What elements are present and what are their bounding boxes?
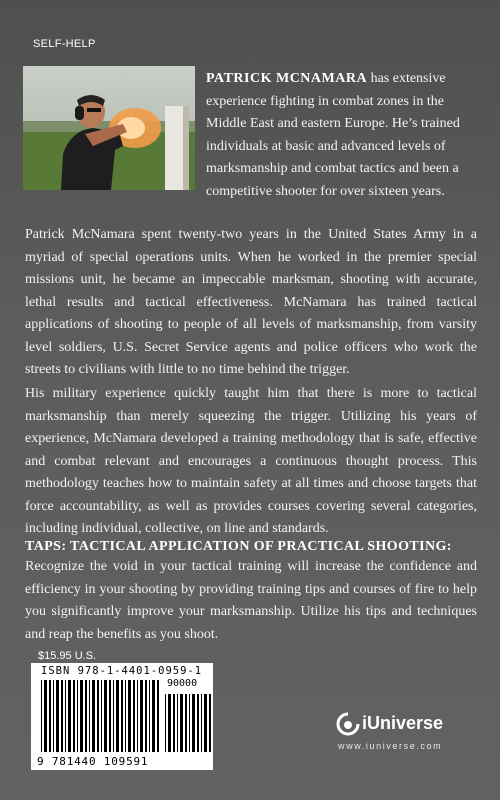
description-paragraph-3: Recognize the void in your tactical training will increase the confidence and efficiency in your shooting by providing training tips and courses of fire to help you significantly improve your marksmanship. Utilize his tips and techniques and reap the benefits as you shoot. <box>25 559 477 642</box>
barcode-bar <box>113 680 114 752</box>
barcode-bar <box>73 680 75 752</box>
barcode-bar <box>173 694 175 752</box>
barcode-bar <box>92 680 95 752</box>
barcode-bar <box>185 694 187 752</box>
barcode-bar <box>77 680 78 752</box>
barcode-bar <box>201 694 202 752</box>
author-bio-text: has extensive experience fighting in combat zones in the Middle East and eastern Europe. He’s trained individuals at basic and advanced levels of marksmanship and combat tactics and been a competitive shooter for over sixteen years. <box>206 71 460 199</box>
barcode-bar <box>128 680 131 752</box>
barcode-bar <box>109 680 111 752</box>
barcode-bar <box>80 680 83 752</box>
barcode-bar <box>89 680 90 752</box>
barcode-bar <box>101 680 102 752</box>
description-paragraph-1: Patrick McNamara spent twenty-two years in the United States Army in a myriad of special operations units. When he worked in the premier special missions unit, he became an impeccable marksman, shooting with accurate, lethal results and tactical effectiveness. McNamara has trained tactical applications of shooting to people of all levels of marksmanship, from varsity level soldiers, U.S. Secret Service agents and police officers who work the streets to civilians with little to no time behind the trigger. <box>25 227 477 377</box>
barcode-bar <box>137 680 138 752</box>
barcode-bar <box>85 680 87 752</box>
barcode-bar <box>180 694 183 752</box>
description-paragraph-2: His military experience quickly taught him that there is more to tactical marksmanship than merely squeezing the trigger. Utilizing his years of experience, McNamara developed a training methodology that is safe, effective and combat relevant and encourages a continuous thought process. This methodology teaches how to maintain safety at all times and choose targets that force accountability, as well as provides courses covering several categories, including individual, collective, on line and standards. <box>25 386 477 536</box>
author-bio <box>206 68 476 203</box>
category-label: SELF-HELP <box>33 38 96 50</box>
barcode-bar <box>97 680 99 752</box>
barcode-bar <box>140 680 143 752</box>
barcode-bar <box>53 680 54 752</box>
publisher-url: www.iuniverse.com <box>338 741 443 751</box>
barcode-bar <box>125 680 126 752</box>
shooter-illustration <box>23 66 195 190</box>
barcode-bar <box>61 680 63 752</box>
barcode-bar <box>149 680 150 752</box>
price-label: $15.95 U.S. <box>38 650 97 662</box>
author-name: PATRICK MCNAMARA <box>206 71 368 86</box>
barcode-bar <box>152 680 155 752</box>
addon-barcode-bars <box>165 694 213 752</box>
publisher-logo-block <box>332 708 472 758</box>
barcode-bar <box>44 680 47 752</box>
barcode-bar <box>168 694 171 752</box>
addon-code: 90000 <box>167 678 198 689</box>
barcode-bar <box>49 680 51 752</box>
barcode-bar <box>56 680 59 752</box>
barcode-bar <box>145 680 147 752</box>
barcode-bar <box>65 680 66 752</box>
ean-barcode-bars <box>41 680 159 752</box>
barcode-bar <box>204 694 207 752</box>
barcode-bar <box>116 680 119 752</box>
barcode-bar <box>189 694 190 752</box>
barcode-bar <box>209 694 211 752</box>
author-photo <box>23 66 195 190</box>
barcode-bar <box>157 680 159 752</box>
barcode-bar <box>121 680 123 752</box>
barcode-bar <box>165 694 166 752</box>
barcode-bar <box>133 680 135 752</box>
isbn-text: ISBN 978-1-4401-0959-1 <box>41 665 203 677</box>
barcode-bar <box>41 680 42 752</box>
barcode-bar <box>104 680 107 752</box>
publisher-name: iUniverse <box>362 713 444 733</box>
iuniverse-logo-icon <box>336 712 360 738</box>
barcode-bar <box>177 694 178 752</box>
barcode-bar <box>192 694 195 752</box>
taps-heading: TAPS: TACTICAL APPLICATION OF PRACTICAL SHOOTING: <box>25 539 452 554</box>
barcode <box>31 663 213 770</box>
barcode-number: 9 781440 109591 <box>37 755 149 768</box>
barcode-bar <box>197 694 199 752</box>
barcode-bar <box>68 680 71 752</box>
